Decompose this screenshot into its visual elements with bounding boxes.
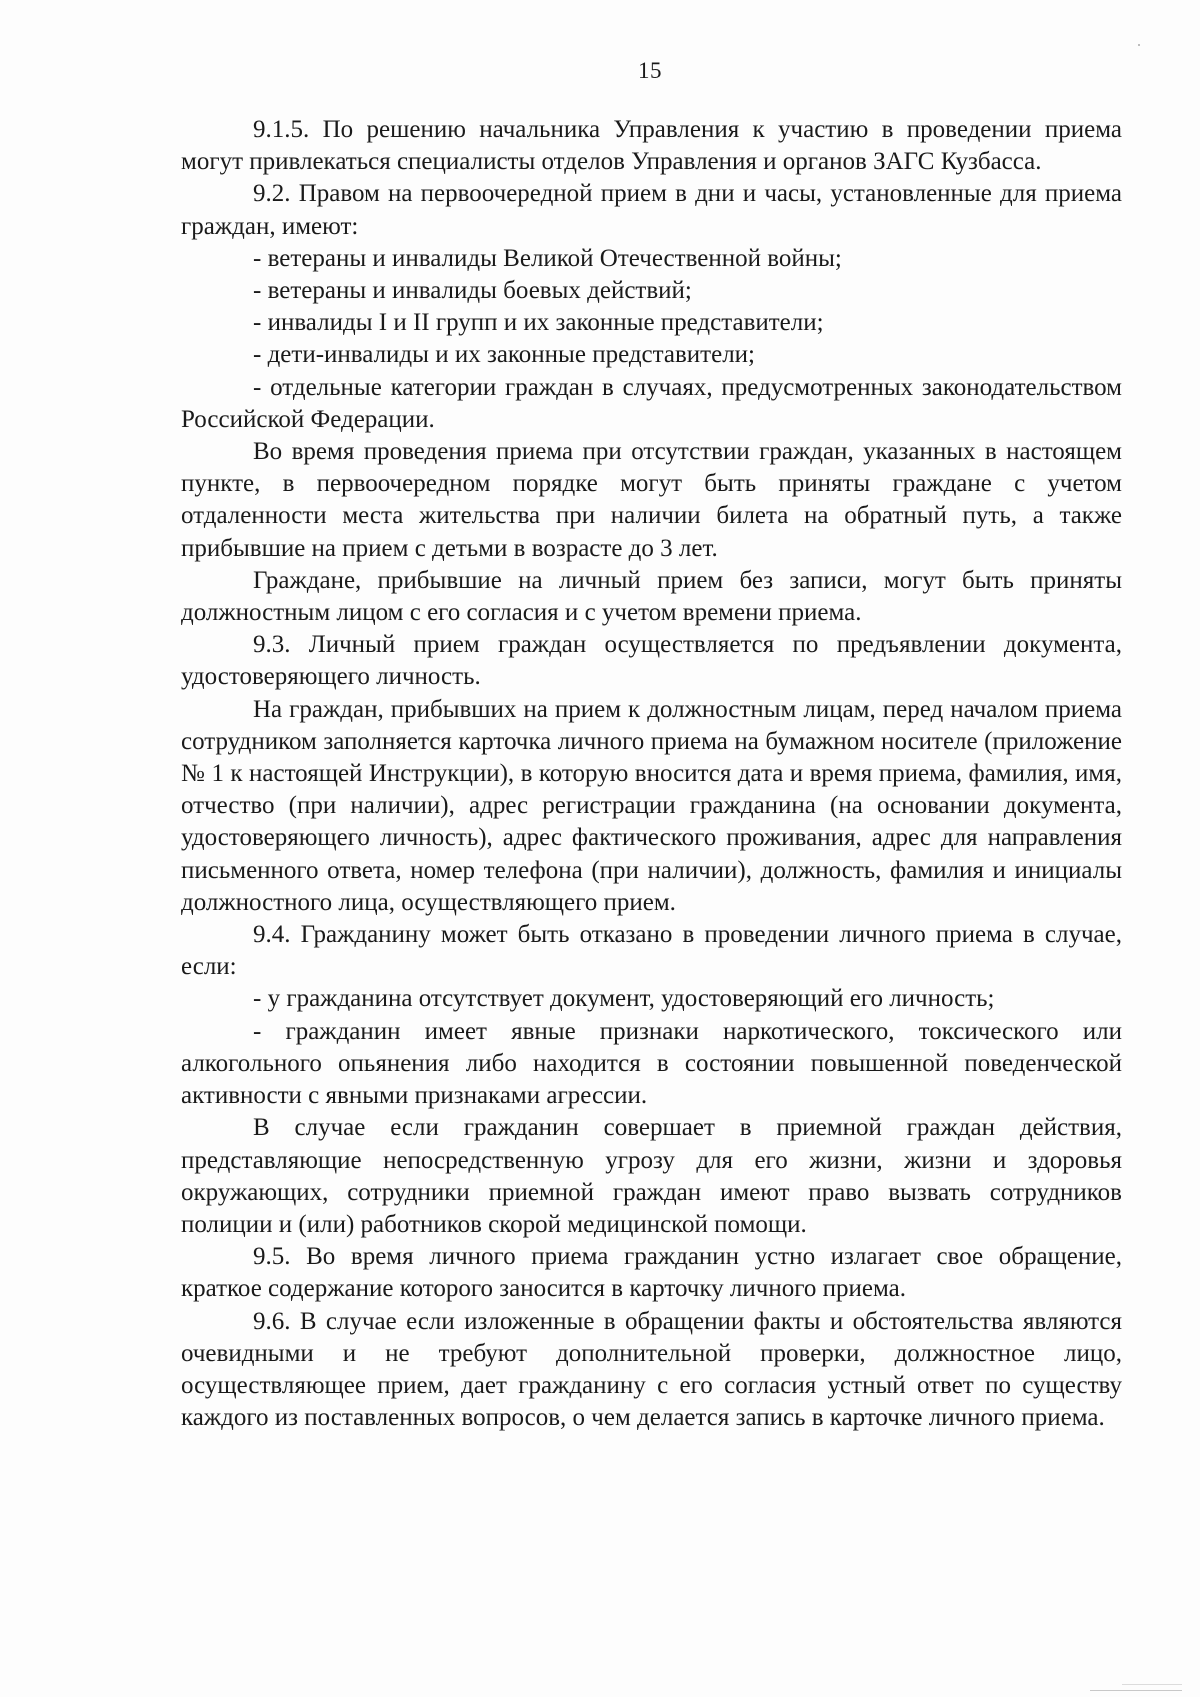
paragraph-9-2: 9.2. Правом на первоочередной прием в дни и часы, установленные для приема граждан, имеют: [181, 180, 1122, 240]
list-item-no-document: - у гражданина отсутствует документ, удостоверяющий его личность; [253, 985, 995, 1013]
list-item-other-categories: - отдельные категории граждан в случаях, предусмотренных законодательством Российской Федерации. [181, 373, 1122, 433]
list-item-disabled-children: - дети-инвалиды и их законные представители; [253, 341, 755, 369]
paragraph-priority-order: Во время проведения приема при отсутствии граждан, указанных в настоящем пункте, в первоочередном порядке могут быть приняты граждане с учетом отдаленности места жительства при наличии билета на обратный путь, а также прибывшие на прием с детьми в возрасте до 3 лет. [181, 438, 1122, 562]
document-body [181, 114, 1122, 1434]
paragraph-9-3: 9.3. Личный прием граждан осуществляется по предъявлении документа, удостоверяющего личность. [181, 631, 1122, 691]
paragraph-9-6: 9.6. В случае если изложенные в обращении факты и обстоятельства являются очевидными и не требуют дополнительной проверки, должностное лицо, осуществляющее прием, дает гражданину с его согласия устный ответ по существу каждого из поставленных вопросов, о чем делается запись в карточке личного приема. [181, 1307, 1122, 1432]
scan-speck [1138, 44, 1140, 46]
list-item-intoxication: - гражданин имеет явные признаки наркотического, токсического или алкогольного опьянения либо находится в состоянии повышенной поведенческой активности с явными признаками агрессии. [181, 1017, 1122, 1110]
page-number: 15 [638, 58, 662, 83]
paragraph-9-5: 9.5. Во время личного приема гражданин устно излагает свое обращение, краткое содержание которого заносится в карточку личного приема. [181, 1243, 1122, 1303]
list-item-wwii-veterans: - ветераны и инвалиды Великой Отечественной войны; [253, 244, 842, 272]
list-item-disabled-groups: - инвалиды I и II групп и их законные представители; [253, 309, 824, 337]
paragraph-threat: В случае если гражданин совершает в приемной граждан действия, представляющие непосредственную угрозу для его жизни, жизни и здоровья окружающих, сотрудники приемной граждан имеют право вызвать сотрудников полиции и (или) работников скорой медицинской помощи. [181, 1114, 1122, 1238]
list-item-combat-veterans: - ветераны и инвалиды боевых действий; [253, 277, 692, 305]
paragraph-reception-card: На граждан, прибывших на прием к должностным лицам, перед началом приема сотрудником заполняется карточка личного приема на бумажном носителе (приложение № 1 к настоящей Инструкции), в которую вносится дата и время приема, фамилия, имя, отчество (при наличии), адрес регистрации гражданина (на основании документа, удостоверяющего личность), адрес фактического проживания, адрес для направления письменного ответа, номер телефона (при наличии), должность, фамилия и инициалы должностного лица, осуществляющего прием. [181, 695, 1122, 916]
paragraph-9-4: 9.4. Гражданину может быть отказано в проведении личного приема в случае, если: [181, 921, 1122, 981]
paragraph-without-appointment: Граждане, прибывшие на личный прием без записи, могут быть приняты должностным лицом с его согласия и с учетом времени приема. [181, 566, 1122, 627]
scan-edge-line [1090, 1690, 1182, 1691]
paragraph-9-1-5: 9.1.5. По решению начальника Управления к участию в проведении приема могут привлекаться специалисты отделов Управления и органов ЗАГС Кузбасса. [181, 116, 1122, 176]
scan-edge-line [1122, 1684, 1182, 1685]
